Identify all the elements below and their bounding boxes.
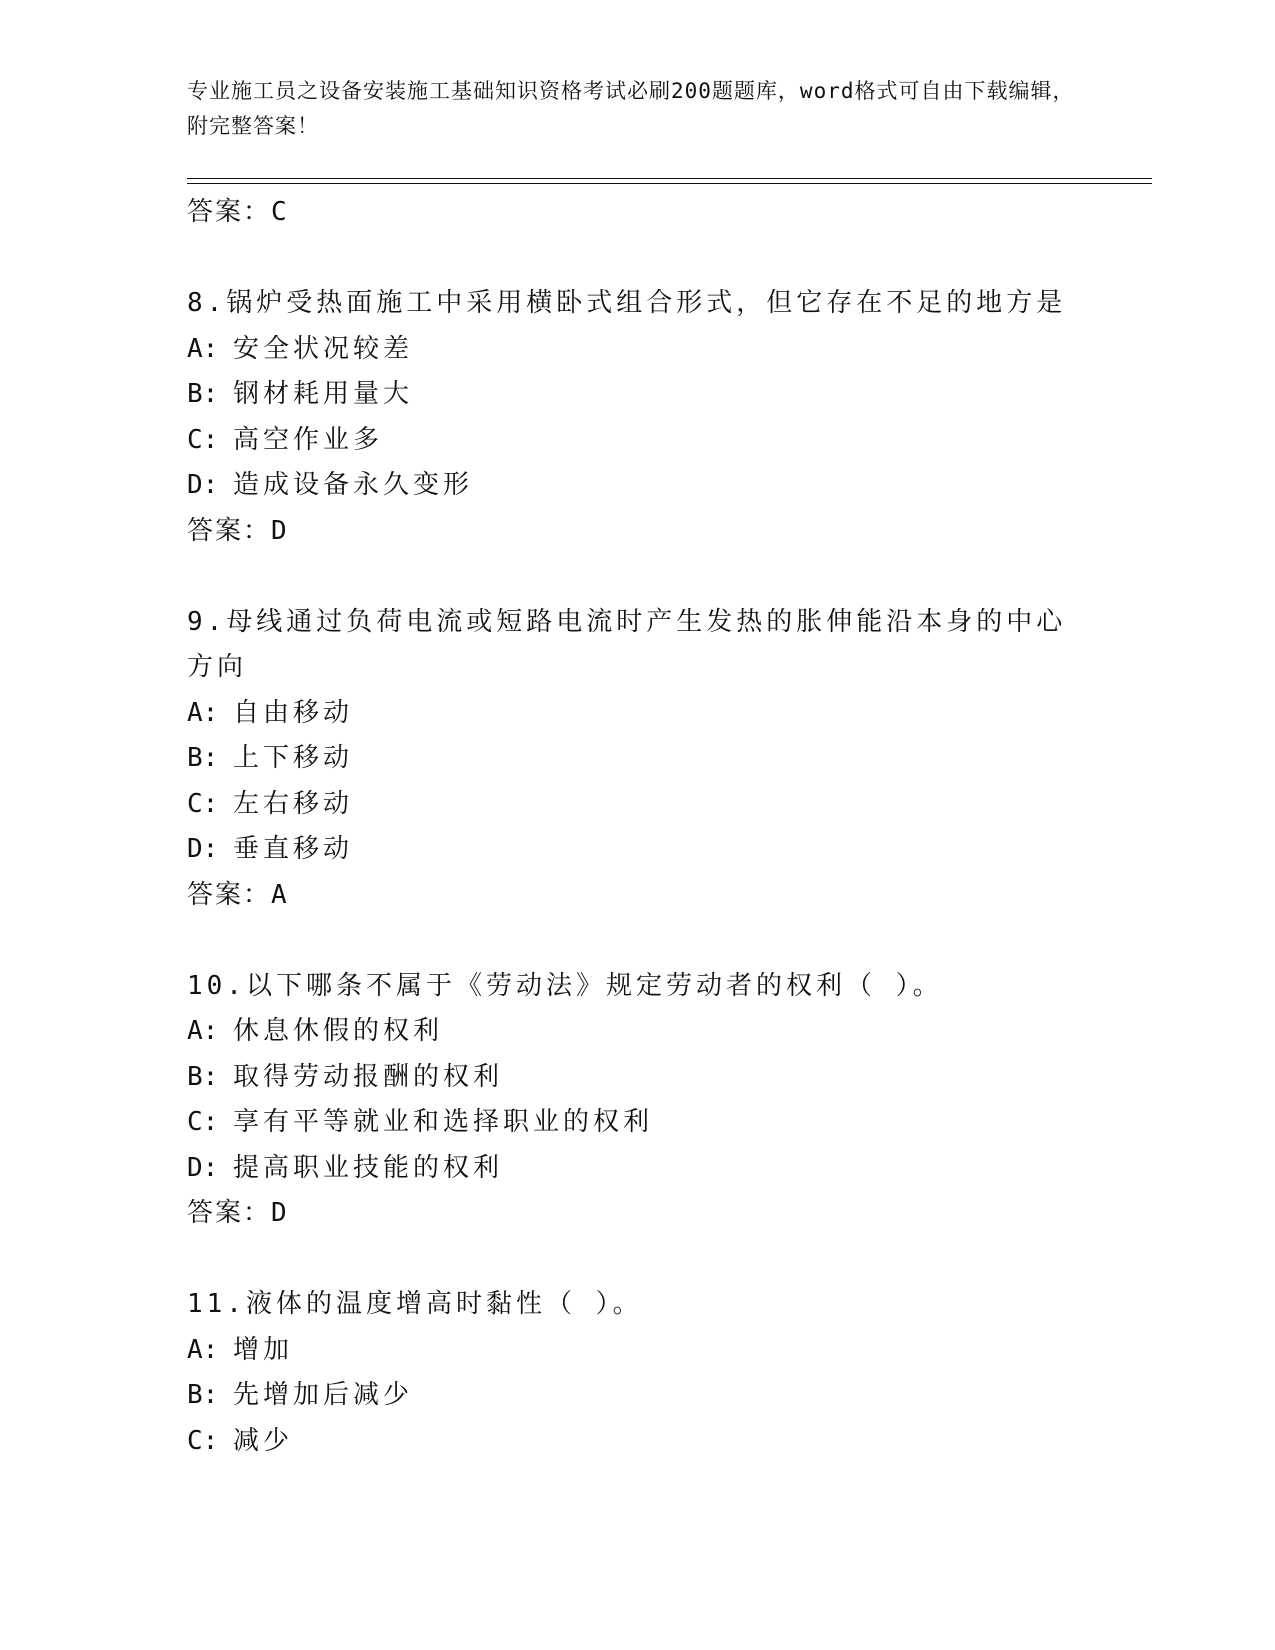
option-text: 高空作业多 bbox=[233, 424, 384, 455]
option-c bbox=[187, 1419, 1077, 1465]
option-letter: C: bbox=[187, 1425, 219, 1456]
option-letter: C: bbox=[187, 424, 219, 455]
option-letter: A: bbox=[187, 1334, 219, 1365]
option-text: 安全状况较差 bbox=[233, 333, 414, 364]
option-d bbox=[187, 827, 1077, 873]
question-stem: 9.母线通过负荷电流或短路电流时产生发热的胀伸能沿本身的中心方向 bbox=[187, 606, 1067, 682]
option-letter: C: bbox=[187, 788, 219, 819]
option-letter: A: bbox=[187, 333, 219, 364]
option-text: 提高职业技能的权利 bbox=[233, 1152, 504, 1183]
answer-value: D bbox=[271, 515, 289, 546]
option-d bbox=[187, 463, 1077, 509]
header-divider-bottom bbox=[187, 183, 1152, 184]
answer-label: 答案： bbox=[187, 1198, 272, 1228]
option-letter: A: bbox=[187, 697, 219, 728]
option-c bbox=[187, 418, 1077, 464]
option-b bbox=[187, 1055, 1077, 1101]
option-text: 增加 bbox=[233, 1334, 294, 1365]
option-text: 上下移动 bbox=[233, 743, 354, 773]
answer-label: 答案： bbox=[187, 879, 272, 910]
option-text: 垂直移动 bbox=[233, 834, 354, 864]
option-a bbox=[187, 691, 1077, 737]
question-block bbox=[187, 281, 1077, 554]
answer-value: A bbox=[271, 879, 289, 910]
document-header-title: 专业施工员之设备安装施工基础知识资格考试必刷200题题库，word格式可自由下载编辑，附完整答案！ bbox=[187, 79, 1075, 138]
option-text: 减少 bbox=[233, 1425, 294, 1456]
option-letter: D: bbox=[187, 834, 219, 864]
answer-line bbox=[187, 190, 1077, 236]
option-letter: C: bbox=[187, 1107, 219, 1137]
option-a bbox=[187, 327, 1077, 373]
option-text: 享有平等就业和选择职业的权利 bbox=[233, 1107, 654, 1137]
question-block bbox=[187, 964, 1077, 1237]
option-letter: B: bbox=[187, 379, 219, 409]
option-letter: B: bbox=[187, 1380, 219, 1410]
option-a bbox=[187, 1009, 1077, 1055]
question-block bbox=[187, 600, 1077, 919]
question-stem: 11.液体的温度增高时黏性（ ）。 bbox=[187, 1289, 643, 1319]
option-letter: D: bbox=[187, 1152, 219, 1183]
question-block bbox=[187, 1282, 1077, 1464]
answer-value: C bbox=[271, 197, 289, 227]
option-letter: B: bbox=[187, 743, 219, 773]
question-list bbox=[187, 190, 1077, 1464]
option-b bbox=[187, 1373, 1077, 1419]
header-divider-top bbox=[187, 178, 1152, 179]
option-b bbox=[187, 372, 1077, 418]
spacer bbox=[187, 554, 1077, 600]
question-stem: 10.以下哪条不属于《劳动法》规定劳动者的权利（ ）。 bbox=[187, 970, 943, 1001]
option-text: 休息休假的权利 bbox=[233, 1016, 444, 1046]
option-b bbox=[187, 736, 1077, 782]
answer-line bbox=[187, 873, 1077, 919]
spacer bbox=[187, 918, 1077, 964]
option-text: 左右移动 bbox=[233, 788, 354, 819]
option-text: 取得劳动报酬的权利 bbox=[233, 1061, 504, 1092]
option-text: 自由移动 bbox=[233, 697, 354, 728]
answer-label: 答案： bbox=[187, 515, 272, 546]
option-letter: B: bbox=[187, 1061, 219, 1092]
answer-line bbox=[187, 509, 1077, 555]
option-text: 钢材耗用量大 bbox=[233, 379, 414, 409]
option-text: 先增加后减少 bbox=[233, 1380, 414, 1410]
option-c bbox=[187, 1100, 1077, 1146]
question-stem: 8.锅炉受热面施工中采用横卧式组合形式，但它存在不足的地方是 bbox=[187, 288, 1067, 318]
spacer bbox=[187, 236, 1077, 282]
answer-label: 答案： bbox=[187, 197, 272, 227]
answer-line bbox=[187, 1191, 1077, 1237]
option-a bbox=[187, 1328, 1077, 1374]
option-c bbox=[187, 782, 1077, 828]
option-d bbox=[187, 1146, 1077, 1192]
option-text: 造成设备永久变形 bbox=[233, 470, 474, 500]
option-letter: D: bbox=[187, 470, 219, 500]
spacer bbox=[187, 1237, 1077, 1283]
option-letter: A: bbox=[187, 1016, 219, 1046]
answer-value: D bbox=[271, 1198, 289, 1228]
